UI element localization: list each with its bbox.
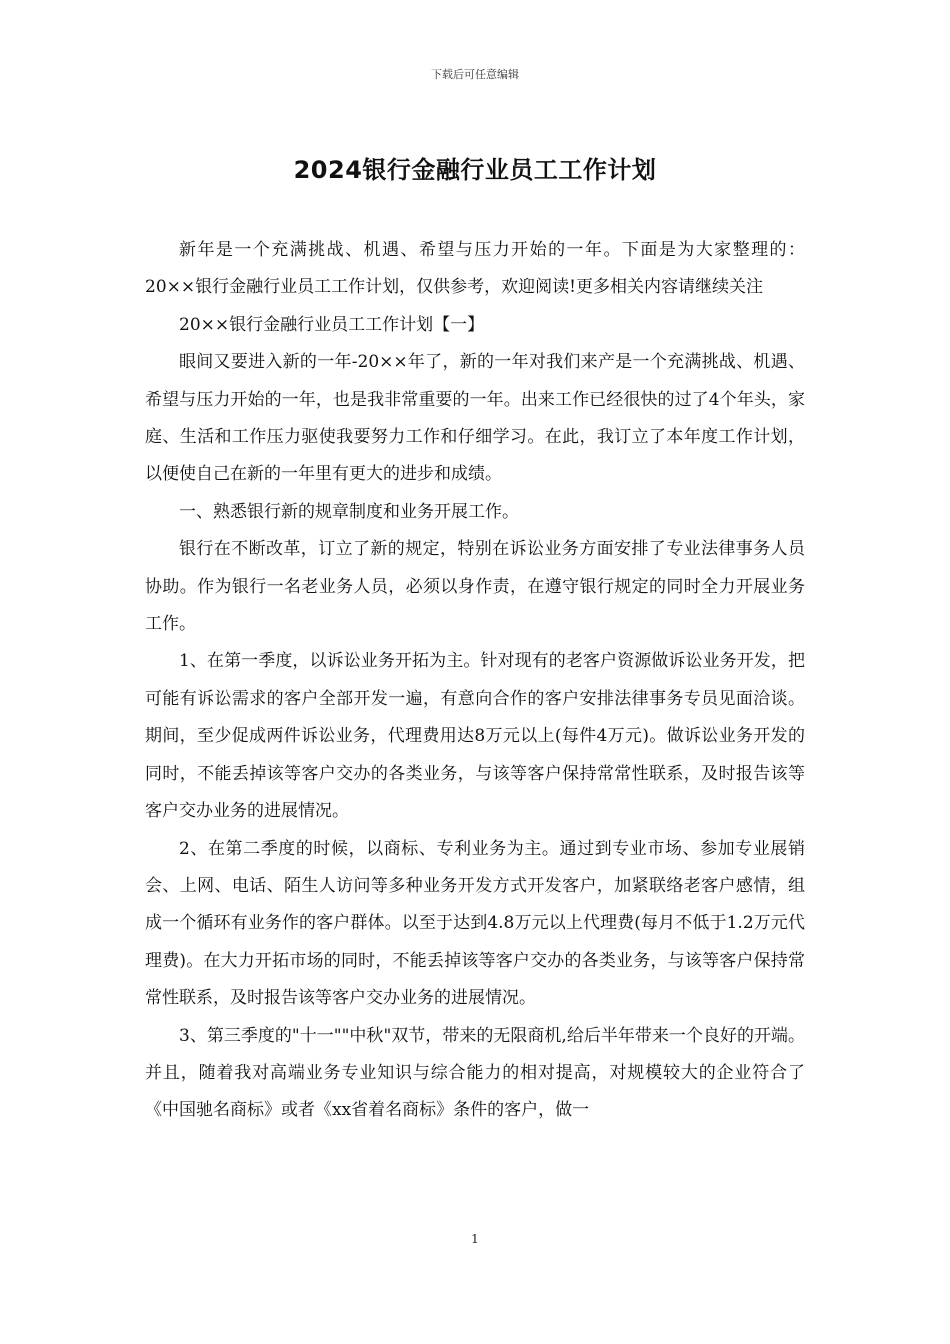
page-header: 下载后可任意编辑 — [431, 68, 519, 81]
section-heading: 20××银行金融行业员工工作计划【一】 — [179, 314, 485, 335]
document-title: 2024银行金融行业员工工作计划 — [293, 156, 657, 184]
subsection-heading: 一、熟悉银行新的规章制度和业务开展工作。 — [179, 501, 519, 522]
body-paragraph: 眼间又要进入新的一年-20××年了，新的一年对我们来产是一个充满挑战、机遇、希望与压力开始的一年，也是我非常重要的一年。出来工作已经很快的过了4个年头，家庭、生活和工作压力驱使我要努力工作和仔细学习。在此，我订立了本年度工作计划，以便使自己在新的一年里有更大的进步和成绩。 — [145, 352, 805, 485]
body-paragraph: 银行在不断改革，订立了新的规定，特别在诉讼业务方面安排了专业法律事务人员协助。作为银行一名老业务人员，必须以身作责，在遵守银行规定的同时全力开展业务工作。 — [145, 539, 805, 635]
intro-paragraph: 新年是一个充满挑战、机遇、希望与压力开始的一年。下面是为大家整理的：20××银行金融行业员工工作计划，仅供参考，欢迎阅读!更多相关内容请继续关注 — [145, 240, 805, 298]
list-item-q3: 3、第三季度的"十一""中秋"双节，带来的无限商机,给后半年带来一个良好的开端。并且，随着我对高端业务专业知识与综合能力的相对提高，对规模较大的企业符合了《中国驰名商标》或者《xx省着名商标》条件的客户，做一 — [145, 1025, 805, 1121]
document-body — [145, 232, 805, 1130]
page-number: 1 — [471, 1232, 479, 1246]
list-item-q1: 1、在第一季度，以诉讼业务开拓为主。针对现有的老客户资源做诉讼业务开发，把可能有诉讼需求的客户全部开发一遍，有意向合作的客户安排法律事务专员见面洽谈。期间，至少促成两件诉讼业务，代理费用达8万元以上(每件4万元)。做诉讼业务开发的同时，不能丢掉该等客户交办的各类业务，与该等客户保持常常性联系，及时报告该等客户交办业务的进展情况。 — [145, 651, 805, 822]
list-item-q2: 2、在第二季度的时候，以商标、专利业务为主。通过到专业市场、参加专业展销会、上网、电话、陌生人访问等多种业务开发方式开发客户，加紧联络老客户感情，组成一个循环有业务作的客户群体。以至于达到4.8万元以上代理费(每月不低于1.2万元代理费)。在大力开拓市场的同时，不能丢掉该等客户交办的各类业务，与该等客户保持常常性联系，及时报告该等客户交办业务的进展情况。 — [145, 838, 805, 1009]
